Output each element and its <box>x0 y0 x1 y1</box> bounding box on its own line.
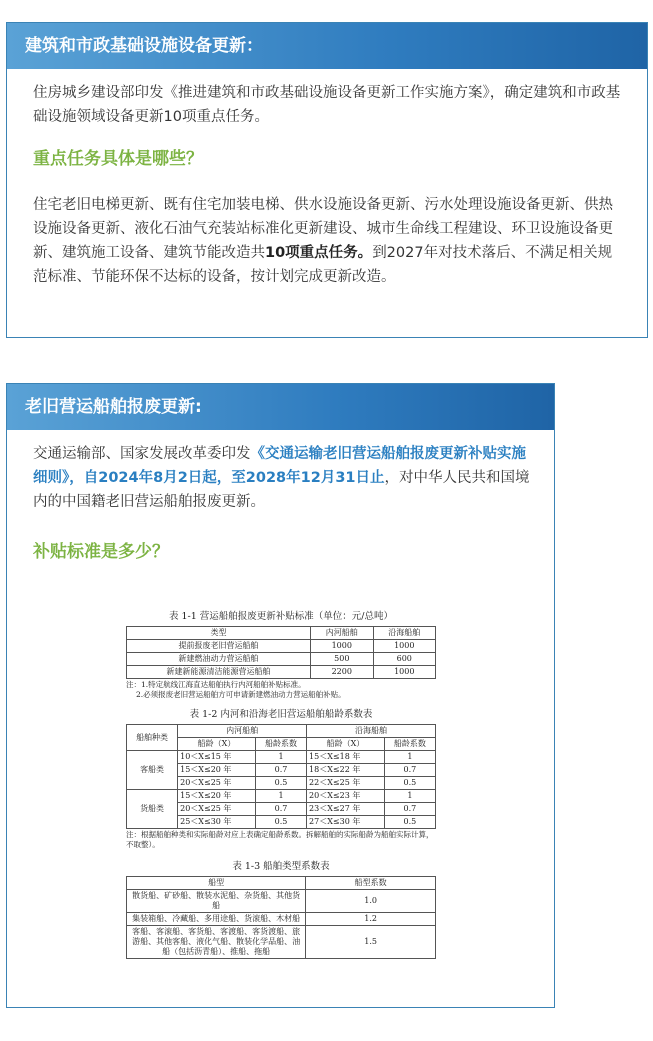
table-cell: 15＜X≤20 年 <box>178 764 256 777</box>
section-header: 老旧营运船舶报废更新: <box>7 384 554 430</box>
table-cell: 0.5 <box>384 777 435 790</box>
table-cell: 1.5 <box>306 926 436 959</box>
table-cell: 1000 <box>373 666 435 679</box>
table2-header: 船龄（X） <box>307 738 385 751</box>
table1 <box>126 626 436 679</box>
policy-link[interactable]: 《交通运输老旧营运船舶报废更新补贴实施细则》，自2024年8月2日起，至2028年12月31日止 <box>33 446 526 486</box>
table-cell: 1 <box>384 790 435 803</box>
table-cell: 新建新能源清洁能源营运船舶 <box>127 666 311 679</box>
table-row <box>127 666 436 679</box>
table-cell: 1 <box>384 751 435 764</box>
table-cell: 15＜X≤18 年 <box>307 751 385 764</box>
table3-caption: 表 1-3 船舶类型系数表 <box>232 861 330 872</box>
table-cell: 1 <box>255 751 306 764</box>
table-row <box>127 790 436 803</box>
table-row <box>127 640 436 653</box>
table-cell: 1.0 <box>306 890 436 913</box>
section-intro <box>33 442 530 514</box>
table-cell: 25＜X≤30 年 <box>178 816 256 829</box>
tasks-paragraph <box>33 193 623 289</box>
table-cell: 0.5 <box>384 816 435 829</box>
table2-header: 内河船舶 <box>178 725 307 738</box>
table-row <box>127 913 436 926</box>
section-subheading: 补贴标准是多少？ <box>33 542 169 562</box>
table1-notes <box>126 680 436 700</box>
table-cell: 0.5 <box>255 816 306 829</box>
section-subheading: 重点任务具体是哪些？ <box>33 149 203 169</box>
table2-caption: 表 1-2 内河和沿海老旧营运船舶船龄系数表 <box>189 709 373 720</box>
table1-header: 沿海船舶 <box>373 627 435 640</box>
table1-header: 类型 <box>127 627 311 640</box>
table-row <box>127 926 436 959</box>
intro-text-b: ，对中华人民共和国境内的中国籍老旧营运船舶报废更新。 <box>33 470 530 510</box>
table-cell: 2200 <box>311 666 373 679</box>
intro-text-a: 交通运输部、国家发展改革委印发 <box>33 446 251 462</box>
table-cell: 22＜X≤25 年 <box>307 777 385 790</box>
table-cell: 1000 <box>373 640 435 653</box>
table-cell: 10＜X≤15 年 <box>178 751 256 764</box>
table-cell: 0.5 <box>255 777 306 790</box>
table-cell: 20＜X≤23 年 <box>307 790 385 803</box>
table2-header: 船龄系数 <box>384 738 435 751</box>
table-cell: 20＜X≤25 年 <box>178 803 256 816</box>
subsidy-tables <box>126 608 436 959</box>
section-card-buildings <box>6 22 648 338</box>
tasks-text: 住宅老旧电梯更新、既有住宅加装电梯、供水设施设备更新、污水处理设施设备更新、供热设施设备更新、液化石油气充装站标准化更新建设、城市生命线工程建设、环卫设施设备更新、建筑施工设备、建筑节能改造共 <box>33 197 613 261</box>
table-cell: 500 <box>311 653 373 666</box>
table2 <box>126 724 436 829</box>
table-cell: 1 <box>255 790 306 803</box>
table-row <box>127 890 436 913</box>
table-cell: 提前报废老旧营运船舶 <box>127 640 311 653</box>
table1-caption: 表 1-1 营运船舶报废更新补贴标准（单位：元/总吨） <box>168 611 394 622</box>
table3-header: 船型 <box>127 877 306 890</box>
table2-header: 沿海船舶 <box>307 725 436 738</box>
table-cell: 集装箱船、冷藏船、多用途船、货滚船、木材船 <box>127 913 306 926</box>
table2-note: 注：根据船舶种类和实际船龄对应上表确定船龄系数。拆解船舶的实际船龄为船舶实际计算，不取整）。 <box>126 830 434 849</box>
table-cell: 0.7 <box>255 803 306 816</box>
table-cell: 23＜X≤27 年 <box>307 803 385 816</box>
table-row <box>127 751 436 764</box>
table-cell: 0.7 <box>384 803 435 816</box>
table3 <box>126 876 436 959</box>
tasks-tail: 到2027年对技术落后、不满足相关规范标准、节能环保不达标的设备，按计划完成更新改造。 <box>33 245 613 285</box>
table-cell: 27＜X≤30 年 <box>307 816 385 829</box>
table-note: 注：1.特定航线江海直达船舶执行内河船舶补贴标准。 <box>126 680 306 689</box>
section-intro: 住房城乡建设部印发《推进建筑和市政基础设施设备更新工作实施方案》，确定建筑和市政基础设施领域设备更新10项重点任务。 <box>33 85 621 125</box>
section-header: 建筑和市政基础设施设备更新： <box>7 23 647 69</box>
table-row <box>127 653 436 666</box>
table-note: 2.必须报废老旧营运船舶方可申请新建燃油动力营运船舶补贴。 <box>136 690 346 699</box>
table-cell: 15＜X≤20 年 <box>178 790 256 803</box>
table-cell: 600 <box>373 653 435 666</box>
table-cell: 散货船、矿砂船、散装水泥船、杂货船、其他货船 <box>127 890 306 913</box>
table-cell: 客船类 <box>127 751 178 790</box>
table2-header: 船龄系数 <box>255 738 306 751</box>
table-cell: 客船、客滚船、客货船、客渡船、客货渡船、旅游船、其他客船、液化气船、散装化学品船、油船（包括沥青船）、推船、拖船 <box>127 926 306 959</box>
table1-header: 内河船舶 <box>311 627 373 640</box>
table2-header: 船龄（X） <box>178 738 256 751</box>
table-cell: 18＜X≤22 年 <box>307 764 385 777</box>
tasks-bold: 10项重点任务。 <box>265 245 373 261</box>
table2-header: 船舶种类 <box>127 725 178 751</box>
table3-header: 船型系数 <box>306 877 436 890</box>
table-cell: 0.7 <box>255 764 306 777</box>
table-cell: 0.7 <box>384 764 435 777</box>
table-cell: 货船类 <box>127 790 178 829</box>
table-cell: 20＜X≤25 年 <box>178 777 256 790</box>
table-cell: 1.2 <box>306 913 436 926</box>
table-cell: 1000 <box>311 640 373 653</box>
table-cell: 新建燃油动力营运船舶 <box>127 653 311 666</box>
